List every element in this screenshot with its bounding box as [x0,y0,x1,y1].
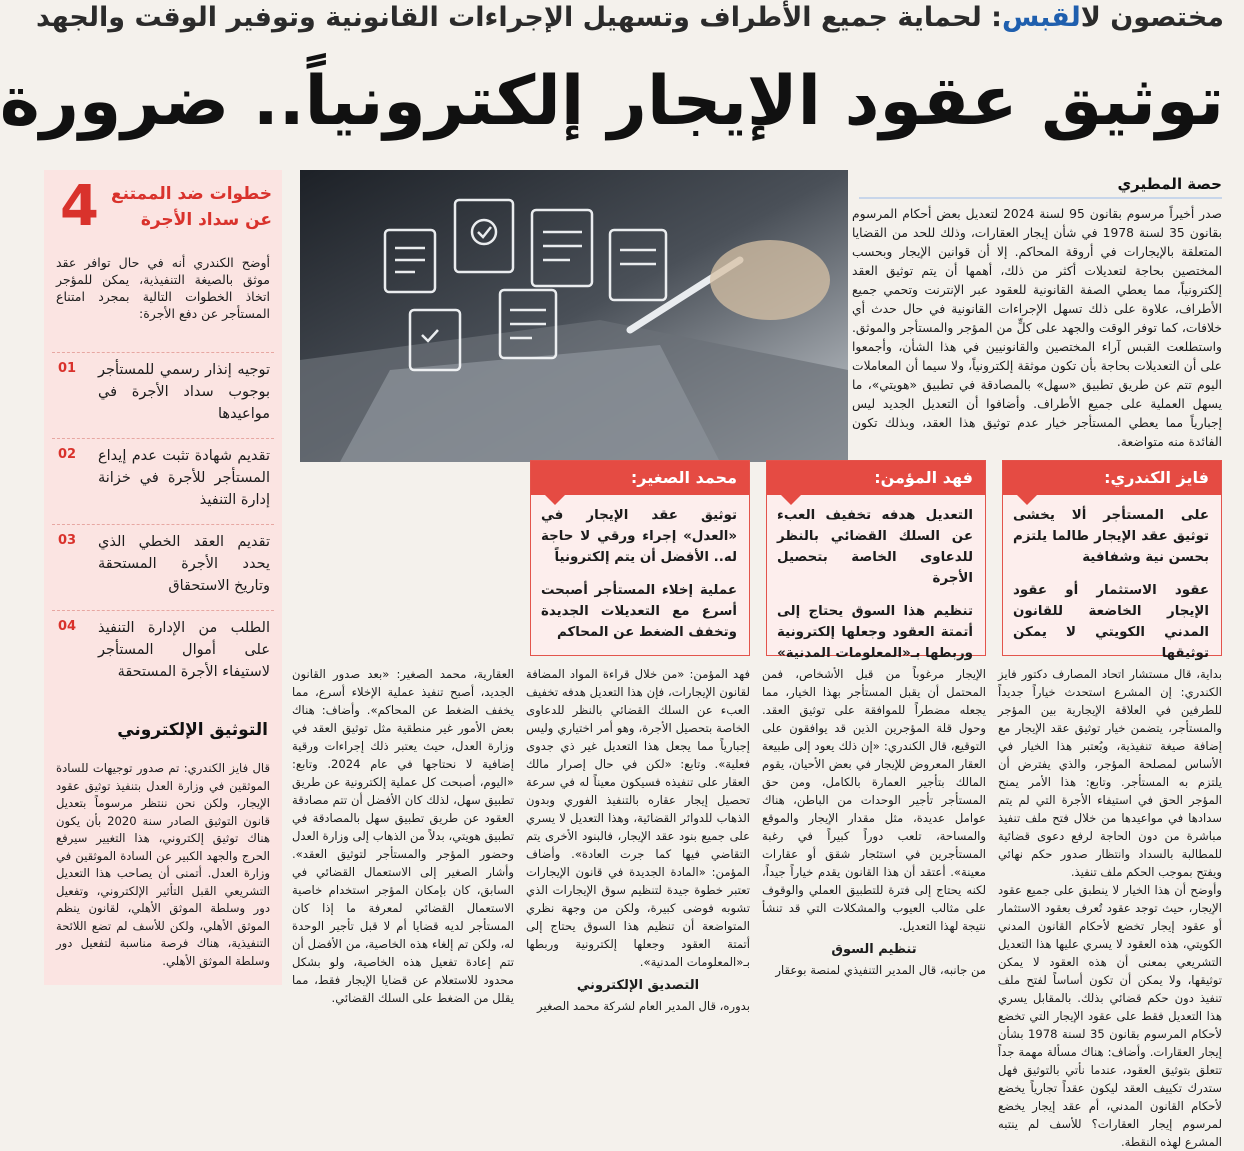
article-column-1 [998,665,1222,1149]
step-item [52,352,274,438]
article-column-3 [526,665,750,1013]
column-subhead: التصديق الإلكتروني [576,978,700,993]
column-text: وأوضح أن هذا الخيار لا ينطبق على جميع عقود الإيجار، حيث توجد عقود تُعرف بعقود الاستثمار أو عقود إيجار تخضع لأحكام القانون المدني الكويتي، هذه العقود لا يسري عليها هذا التعديل التشريعي بمعنى أن هذه العقود لا يمكن توثيقها، ولا يمكن أن تكون أساساً لفتح ملف تنفيذ دون حكم قضائي بذلك. بالمقابل يسري هذا التعديل فقط على عقود الإيجار التي تخضع لأحكام المرسوم بقانون 35 لسنة 1978 بشأن إيجار العقارات. وأضاف: هناك مسألة مهمة جداً تتعلق بتوثيق العقود، عندما نأتي بالتوثيق فهل ستدرك تكييف العقد ليكون عقداً تجارياً يخضع لأحكام القانون المدني، أم عقد إيجار يخضع لمرسوم إيجار العقارات؟ للأسف لم ينتبه المشرع لهذه النقطة. [998,883,1222,1149]
headline: توثيق عقود الإيجار إلكترونياً.. ضرورة [0,62,1224,141]
step-item [52,438,274,524]
step-number: 04 [58,619,77,634]
quote-card-sagheer [530,460,750,656]
sidebar-title-line2: عن سداد الأجرة [140,210,272,230]
quote-text: التعديل هدفه تخفيف العبء عن السلك القضائي بالنظر للدعاوى الخاصة بتحصيل الأجرة [777,508,973,586]
kicker-source: القبس [1001,2,1081,33]
article-intro: صدر أخيراً مرسوم بقانون 95 لسنة 2024 لتعديل بعض أحكام المرسوم بقانون 35 لسنة 1978 في شأن إيجار العقارات، وذلك للحد من القضايا المتعلقة بالإيجارات في أروقة المحاكم. إلا أن قوانين الإيجار وبحسب المختصين بحاجة لتعديلات أكثر من ذلك، أهمها أن يتم توثيق العقد إلكترونياً، مما يعطي الصفة القانونية للعقود عبر الإنترنت وتحمي جميع الأطراف، علاوة على ذلك تسهل الإجراءات القانونية في حال حدث أي خلافات، كما توفر الوقت والجهد على كلٍّ من المؤجر والمستأجر والموثق. واستطلعت القبس آراء المختصين والقانونيين في هذا الشأن، وأجمعوا على أن التعديلات بحاجة بأن تكون موثقة إلكترونياً، ولا سيما أن المعاملات اليوم تتم عن طريق تطبيق «سهل» بالمصادقة في تطبيق «هويتي»، ما يسهل العملية على جميع الأطراف. وأضافوا أن التعديل الجديد ليس إجبارياً مما يعطي المستأجر خيار عدم توثيق هذا العقد، وبذلك تكون الفائدة منه متواضعة. [852,207,1222,449]
sidebar-intro: أوضح الكندري أنه في حال توافر عقد موثق بالصيغة التنفيذية، يمكن للمؤجر اتخاذ الخطوات التالية بمجرد امتناع المستأجر عن دفع الأجرة: [56,255,270,321]
step-number: 02 [58,447,77,462]
quote-text: توثيق عقد الإيجار في «العدل» إجراء ورقي لا حاجة له.. الأفضل أن يتم إلكترونياً [541,508,737,565]
column-intro-text: بداية، قال مستشار اتحاد المصارف دكتور فايز الكندري: إن المشرع استحدث خياراً جديداً للطرفين في العلاقة الإيجارية بين المؤجر والمستأجر، يتضمن خيار توثيق عقد الإيجار مع إضافة صيغة تنفيذية، ويُعتبر هذا الخيار في الأساس لمصلحة المؤجر، والذي يفترض أن يلتزم به المستأجر. وتابع: هذا الأمر يمنح المؤجر الحق في استيفاء الأجرة التي لم يتم سدادها في مواعيدها من خلال فتح ملف تنفيذ مباشرة من دون الحاجة لرفع دعوى قضائية للمطالبة بالسداد وانتظار صدور حكم نهائي ويفتح بموجب الحكم ملف تنفيذ. [998,667,1222,879]
step-text: تقديم شهادة تثبت عدم إيداع المستأجر للأجرة في خزانة إدارة التنفيذ [98,448,270,508]
author-byline: حصة المطيري [1117,175,1222,193]
kicker-prefix: مختصون ل [1080,2,1224,33]
step-text: تقديم العقد الخطي الذي يحدد الأجرة المستحقة وتاريخ الاستحقاق [98,534,270,594]
step-text: الطلب من الإدارة التنفيذ على أموال المستأجر لاستيفاء الأجرة المستحقة [98,620,270,680]
byline-divider [859,197,1222,199]
kicker-text: : لحماية جميع الأطراف وتسهيل الإجراءات القانونية وتوفير الوقت والجهد [36,2,1002,33]
quote-text: عقود الاستثمار أو عقود الإيجار الخاضعة للقانون المدني الكويتي لا يمكن توثيقها [1013,583,1209,661]
article-column-4 [292,665,514,1005]
quote-card-kandari [1002,460,1222,661]
article-column-2 [762,665,986,985]
column-text: الإيجار مرغوباً من قبل الأشخاص، فمن المحتمل أن يقبل المستأجر بهذا الخيار، مما يجعله مضطراً للموافقة على توثيق العقد. وحول قلة المؤجرين الذين قد يوافقون على التوقيع، قال الكندري: «إن ذلك يعود إلى طبيعة العقار المعروض للإيجار في بعض الأحيان، يقوم المالك بتأجير العمارة بالكامل، ومن حق المستأجر تأجير الوحدات من الباطن، هناك عوامل عديدة، مثل مقدار الإيجار والموقع والمساحة، تلعب دوراً كبيراً في رغبة المستأجرين في استئجار شقق أو عقارات معينة». أعتقد أن هذا القانون يقدم خياراً جيداً، لكنه يحتاج إلى فترة للتطبيق العملي والوقوف على مثالب العيوب والمشكلات التي قد تنشأ نتيجة لهذا التعديل. [762,667,986,933]
step-item [52,610,274,696]
quote-card-momen [766,460,986,661]
column-text: بدوره، قال المدير العام لشركة محمد الصغير [537,999,750,1013]
laptop-documents-illustration [300,170,848,462]
sidebar-body: قال فايز الكندري: تم صدور توجيهات للسادة الموثقين في وزارة العدل بتنفيذ توثيق عقود الإيجار، ولكن نحن ننتظر مرسوماً بتعديل قانون التوثيق الصادر سنة 2020 بأن يكون هناك توثيق إلكتروني، هذا التغيير سيرفع الحرج والجهد الكبير عن السادة الموثقين في وزارة العدل. أتمنى أن يصاحب هذا التعديل التشريعي القبل التأثير الإلكتروني، وتفعيل دور وسلطة الموثق الأهلي، لقانون ينظم الموثق الأهلي، ولكن للأسف لم تضع اللائحة التنفيذية، هناك فرصة مناسبة لتفعيل دور وسلطة الموثق الأهلي. [56,761,270,968]
quote-text: تنظيم هذا السوق يحتاج إلى أتمتة العقود وجعلها إلكترونية وربطها بـ«المعلومات المدنية» [777,604,973,661]
column-subhead: تنظيم السوق [831,942,917,957]
step-number: 03 [58,533,77,548]
kicker-line [36,2,1224,38]
sidebar-title [52,174,272,240]
column-text: فهد المؤمن: «من خلال قراءة المواد المضافة لقانون الإيجارات، فإن هذا التعديل هدفه تخفيف العبء عن السلك القضائي بالنظر للدعاوى الخاصة بتحصيل الأجرة، وهو أمر اختياري وليس إجبارياً مما يجعل هذا التعديل غير ذي جدوى فعلية». وتابع: «لكن في حال إصرار مالك العقار على تنفيذه فسيكون معيناً له في سرعة تحصيل إيجار عقاره بالتنفيذ الفوري وبدون الذهاب للدوائر القضائية، وهذا التعديل لا يسري على جميع بنود عقد الإيجار، فالبنود الأخرى يتم التقاضي فيها كما جرت العادة». وأضاف المؤمن: «المادة الجديدة في قانون الإيجارات تعتبر خطوة جيدة لتنظيم سوق الإيجارات الذي تشوبه فوضى كبيرة، ولكن من وجهة نظري المتواضعة أن تنظيم هذا السوق يحتاج إلى أتمتة العقود وجعلها إلكترونية وربطها بـ«المعلومات المدنية». [526,667,750,969]
article-photo [300,170,848,462]
quote-text: على المستأجر ألا يخشى توثيق عقد الإيجار طالما يلتزم بحسن نية وشفافية [1013,508,1209,565]
sidebar-title-line1: خطوات ضد الممتنع [111,184,272,204]
step-item [52,524,274,610]
quote-card-name: فهد المؤمن: [767,461,985,495]
sidebar-steps-box [44,170,282,985]
quote-card-name: فايز الكندري: [1003,461,1221,495]
sidebar-subhead: التوثيق الإلكتروني [117,720,268,740]
quote-card-name: محمد الصغير: [531,461,749,495]
step-text: توجيه إنذار رسمي للمستأجر بوجوب سداد الأجرة في مواعيدها [98,362,270,422]
column-text: العقارية، محمد الصغير: «بعد صدور القانون الجديد، أصبح تنفيذ عملية الإخلاء أسرع، مما يخفف الضغط عن المحاكم». وأضاف: هناك بعض الأمور غير منطقية مثل توثيق العقد في وزارة العدل، حيث يعتبر ذلك إجراءات ورقية إضافية لا نحتاجها في عام 2024. وتابع: «اليوم، أصبحت كل عملية إلكترونية عن طريق تطبيق سهل، لذلك كان الأفضل أن تتم مصادقة العقود عن طريق تطبيق سهل بالمصادقة في تطبيق هويتي، بدلاً من الذهاب إلى وزارة العدل وحضور المؤجر والمستأجر لتوثيق العقد». وأشار الصغير إلى الاستعمال القضائي في السابق، كان بإمكان المؤجر استخدام خاصية الاستعمال القضائي لمعرفة ما إذا كان المستأجر لديه قضايا أم لا قبل تأجير الوحدة له، ولكن تم إلغاء هذه الخاصية، من الأفضل أن تتم إعادة تفعيل هذه الخاصية، ولو بشكل محدود للاستعلام عن قضايا الإيجار فقط، مما يقلل من الضغط على السلك القضائي. [292,667,514,1005]
sidebar-number: 4 [60,174,99,239]
step-number: 01 [58,361,77,376]
quote-text: عملية إخلاء المستأجر أصبحت أسرع مع التعديلات الجديدة وتخفف الضغط عن المحاكم [541,583,737,640]
column-text: من جانبه، قال المدير التنفيذي لمنصة بوعقار [775,963,986,977]
